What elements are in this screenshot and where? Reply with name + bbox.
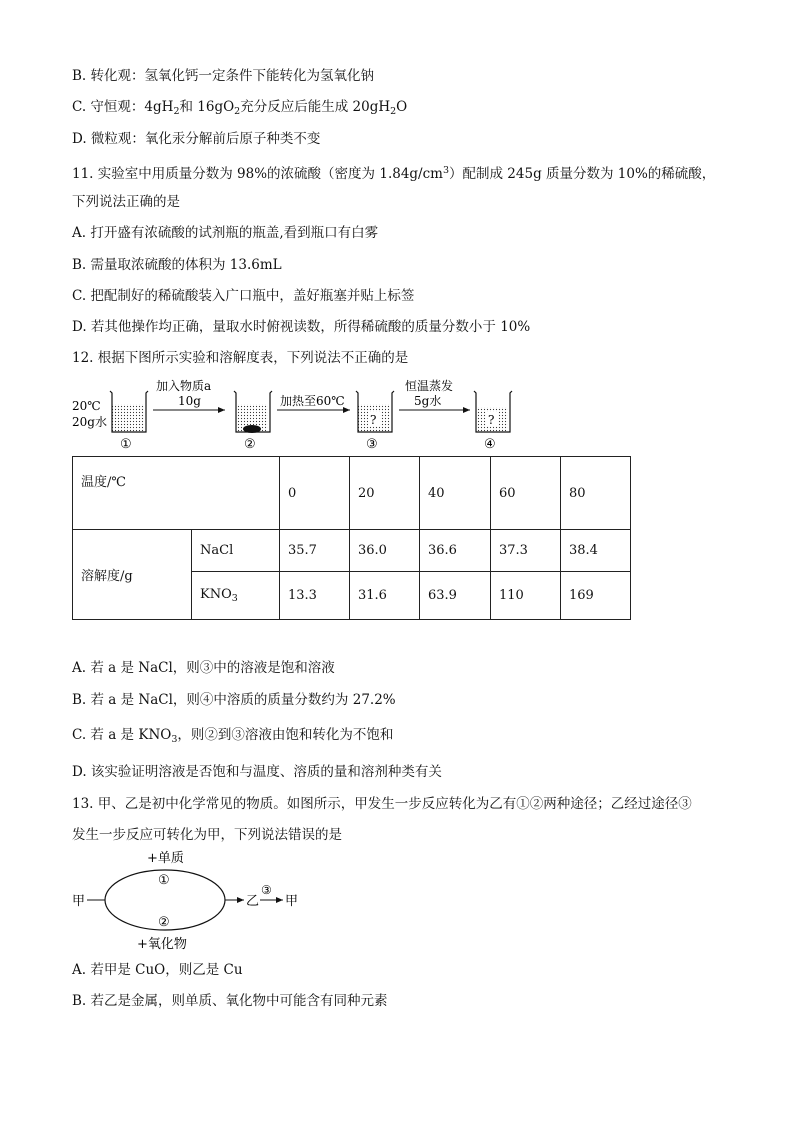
beaker-label-4: ④: [484, 437, 496, 452]
step1-bottom: 10g: [178, 394, 201, 408]
kno3-cell: 63.9: [420, 572, 491, 620]
jia-result-label: 甲: [285, 894, 299, 909]
step2-top: 加热至60℃: [280, 394, 345, 408]
question-11-stem-2: 下列说法正确的是: [72, 194, 180, 210]
kno3-cell: 110: [491, 572, 561, 620]
nacl-label: NaCl: [192, 530, 280, 572]
option-c-q10-text: C. 守恒观：4gH: [72, 99, 174, 115]
option-a-q13: A. 若甲是 CuO，则乙是 Cu: [72, 962, 243, 978]
beaker-label-1: ①: [120, 437, 132, 452]
option-b-q10: B. 转化观：氢氧化钙一定条件下能转化为氢氧化钠: [72, 68, 375, 84]
option-c-q10-text: 充分反应后能生成 20gH: [240, 99, 391, 115]
path-3-label: ③: [261, 883, 272, 897]
condition-water: 20g水: [72, 415, 107, 429]
solubility-row-label: 溶解度/g: [73, 530, 192, 620]
condition-temp: 20℃: [72, 399, 101, 413]
option-d-q12: D. 该实验证明溶液是否饱和与温度、溶质的量和溶剂种类有关: [72, 764, 442, 780]
beaker-label-3: ③: [366, 437, 378, 452]
question-11-text: 11. 实验室中用质量分数为 98%的浓硫酸（密度为 1.84g/cm: [72, 166, 443, 182]
kno3-text: KNO: [200, 587, 232, 602]
option-b-q13: B. 若乙是金属，则单质、氧化物中可能含有同种元素: [72, 993, 388, 1009]
subscript: 2: [390, 106, 397, 117]
subscript: 2: [173, 106, 180, 117]
option-c-q10-text: O: [396, 99, 408, 115]
beaker-1: [110, 391, 148, 432]
label-oxide: +氧化物: [137, 937, 187, 952]
temp-cell: 20: [350, 457, 420, 530]
option-c-q12-text: ，则②到③溶液由饱和转化为不饱和: [177, 727, 394, 743]
beaker-2: [234, 391, 272, 433]
nacl-cell: 36.0: [350, 530, 420, 572]
question-11-stem: [72, 161, 715, 184]
option-d-q10: D. 微粒观：氧化汞分解前后原子种类不变: [72, 131, 321, 147]
option-b-q12: B. 若 a 是 NaCl，则④中溶质的质量分数约为 27.2%: [72, 692, 396, 708]
temp-cell: 40: [420, 457, 491, 530]
temp-cell: 80: [561, 457, 631, 530]
question-mark-3: ?: [370, 413, 377, 427]
label-single-substance: +单质: [147, 851, 184, 866]
subscript: 3: [171, 734, 178, 745]
step1-top: 加入物质a: [156, 379, 212, 393]
option-c-q12-text: C. 若 a 是 KNO: [72, 727, 172, 743]
superscript: 3: [442, 165, 450, 176]
solubility-table: [72, 456, 631, 620]
nacl-cell: 35.7: [280, 530, 350, 572]
table-header-label: 温度/℃: [73, 457, 280, 530]
subscript: 3: [231, 593, 238, 604]
experiment-diagram: [0, 372, 794, 452]
option-c-q12: [72, 725, 393, 750]
yi-label: 乙: [246, 894, 260, 909]
kno3-label: [192, 572, 280, 620]
path-1-label: ①: [158, 873, 170, 888]
beaker-label-2: ②: [244, 437, 256, 452]
option-c-q10-text: 和 16gO: [179, 99, 235, 115]
kno3-cell: 31.6: [350, 572, 420, 620]
question-13-stem-2: 发生一步反应可转化为甲，下列说法错误的是: [72, 827, 342, 843]
subscript: 2: [234, 106, 241, 117]
conversion-diagram: [0, 848, 794, 953]
nacl-cell: 38.4: [561, 530, 631, 572]
kno3-cell: 13.3: [280, 572, 350, 620]
kno3-cell: 169: [561, 572, 631, 620]
option-c-q10: [72, 97, 407, 122]
temp-cell: 0: [280, 457, 350, 530]
temp-cell: 60: [491, 457, 561, 530]
option-c-q11: C. 把配制好的稀硫酸装入广口瓶中，盖好瓶塞并贴上标签: [72, 288, 415, 304]
step3-bottom: 5g水: [414, 394, 442, 408]
step3-top: 恒温蒸发: [405, 379, 454, 393]
option-a-q12: A. 若 a 是 NaCl，则③中的溶液是饱和溶液: [72, 660, 335, 676]
question-12-stem: 12. 根据下图所示实验和溶解度表，下列说法不正确的是: [72, 350, 409, 366]
jia-label: 甲: [72, 894, 86, 909]
option-b-q11: B. 需量取浓硫酸的体积为 13.6mL: [72, 257, 282, 273]
nacl-cell: 36.6: [420, 530, 491, 572]
question-13-stem: 13. 甲、乙是初中化学常见的物质。如图所示，甲发生一步反应转化为乙有①②两种途径；乙经过途径③: [72, 796, 692, 812]
question-11-text: ）配制成 245g 质量分数为 10%的稀硫酸，: [449, 166, 716, 182]
question-mark-4: ?: [488, 413, 495, 427]
path-2-label: ②: [158, 915, 170, 930]
option-a-q11: A. 打开盛有浓硫酸的试剂瓶的瓶盖,看到瓶口有白雾: [72, 225, 379, 241]
nacl-cell: 37.3: [491, 530, 561, 572]
option-d-q11: D. 若其他操作均正确，量取水时俯视读数，所得稀硫酸的质量分数小于 10%: [72, 319, 531, 335]
